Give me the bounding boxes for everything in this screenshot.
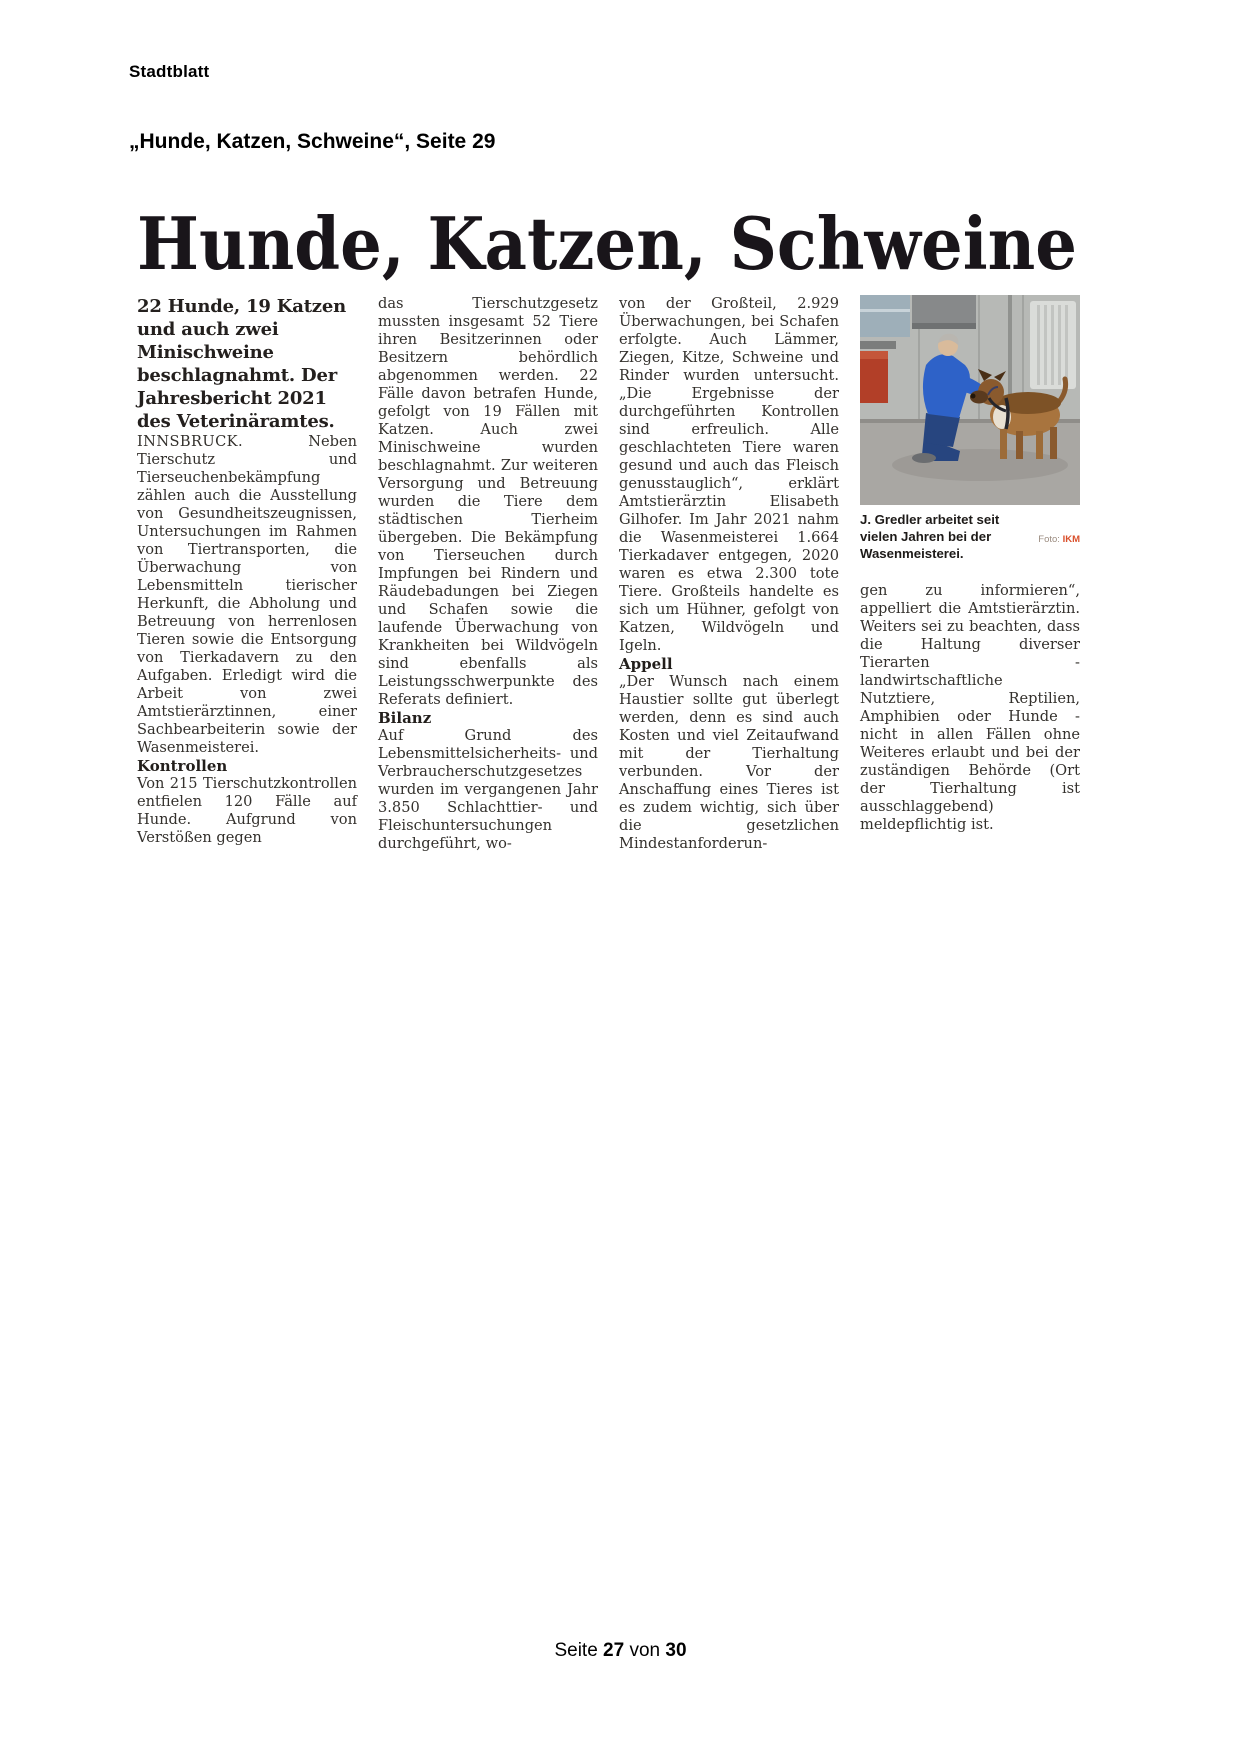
- photo-caption-text: J. Gredler arbeitet seit vielen Jahren bei der Wasenmeisterei.: [860, 512, 1000, 561]
- photo-credit-agency: IKM: [1062, 534, 1080, 545]
- article-column-3: [619, 295, 839, 853]
- article-lead: 22 Hunde, 19 Katzen und auch zwei Minischweine beschlagnahmt. Der Jahresbericht 2021 des Veterinäramtes.: [137, 296, 346, 432]
- page-indicator: [0, 1640, 1241, 1662]
- paragraph: „Der Wunsch nach einem Haustier sollte gut überlegt werden, denn es sind auch Kosten und viel Zeitaufwand mit der Tierhaltung verbunden. Vor der Anschaffung eines Tieres ist es zudem wichtig, sich über die gesetzlichen Mindestanforderun-: [619, 673, 839, 852]
- photo-man-with-dog: [860, 295, 1080, 505]
- paragraph-text: Neben Tierschutz und Tierseuchenbekämpfung zählen auch die Ausstellung von Gesundheitszeugnissen, Untersuchungen im Rahmen von Tiertransporten, die Überwachung von Lebensmitteln tierischer Herkunft, die Abholung und Betreuung von herrenlosen Tieren sowie die Entsorgung von Tierkadavern zu den Aufgaben. Erledigt wird die Arbeit von zwei Amtstierärztinnen, einer Sachbearbeiterin sowie der Wasenmeisterei.: [137, 433, 357, 756]
- article-photo-figure: [860, 295, 1080, 562]
- article-column-2: [378, 295, 598, 853]
- newspaper-clipping: [137, 203, 1080, 853]
- paragraph: das Tierschutzgesetz mussten insgesamt 52 Tiere ihren Besitzerinnen oder Besitzern behördlich abgenommen werden. 22 Fälle davon betrafen Hunde, gefolgt von 19 Fällen mit Katzen. Auch zwei Minischweine wurden beschlagnahmt. Zur weiteren Versorgung und Betreuung wurden die Tiere dem städtischen Tierheim übergeben. Die Bekämpfung von Tierseuchen durch Impfungen bei Rindern und Räudebadungen bei Ziegen und Schafen sowie die laufende Überwachung von Krankheiten bei Wildvögeln sind ebenfalls als Leistungsschwerpunkte des Referats definiert.: [378, 295, 598, 708]
- paragraph: Von 215 Tierschutzkontrollen entfielen 120 Fälle auf Hunde. Aufgrund von Verstößen gegen: [137, 775, 357, 846]
- subhead-kontrollen: Kontrollen: [137, 757, 228, 775]
- subhead-appell: Appell: [619, 655, 673, 673]
- photo-credit: [1038, 531, 1080, 548]
- dateline: INNSBRUCK.: [137, 433, 244, 450]
- publication-name: Stadtblatt: [129, 62, 210, 81]
- paragraph: Auf Grund des Lebensmittelsicherheits- und Verbraucherschutzgesetzes wurden im vergangenen Jahr 3.850 Schlachttier- und Fleischuntersuchungen durchgeführt, wo-: [378, 727, 598, 852]
- page-indicator-separator: von: [629, 1640, 661, 1661]
- article-column-4: [860, 295, 1080, 834]
- paragraph: von der Großteil, 2.929 Überwachungen, bei Schafen erfolgte. Auch Lämmer, Ziegen, Kitze, Schweine und Rinder wurden untersucht. „Die Ergebnisse der durchgeführten Kontrollen sind erfreulich. Alle geschlachteten Tiere waren gesund und auch das Fleisch genusstauglich“, erklärt Amtstierärztin Elisabeth Gilhofer. Im Jahr 2021 nahm die Wasenmeisterei 1.664 Tierkadaver entgegen, 2020 waren es etwa 2.300 tote Tiere. Großteils handelte es sich um Hühner, gefolgt von Katzen, Wildvögeln und Igeln.: [619, 295, 839, 654]
- article-headline: Hunde, Katzen, Schweine: [137, 203, 1077, 285]
- paragraph: [137, 433, 357, 757]
- article-column-1: [137, 295, 357, 847]
- subhead-bilanz: Bilanz: [378, 709, 432, 727]
- page-indicator-total: 30: [665, 1640, 687, 1661]
- document-title: „Hunde, Katzen, Schweine“, Seite 29: [129, 130, 496, 153]
- article-columns: [137, 295, 1080, 853]
- page-indicator-prefix: Seite: [554, 1640, 598, 1661]
- paragraph: gen zu informieren“, appelliert die Amtstierärztin. Weiters sei zu beachten, dass die Haltung diverser Tierarten - landwirtschaftliche Nutztiere, Reptilien, Amphibien oder Hunde - nicht in allen Fällen ohne Weiteres erlaubt und bei der zuständigen Behörde (Ort der Tierhaltung ist ausschlaggebend) meldepflichtig ist.: [860, 582, 1080, 833]
- photo-credit-label: Foto:: [1038, 534, 1060, 545]
- page-indicator-current: 27: [603, 1640, 625, 1661]
- article-headline-wrap: [137, 203, 1080, 285]
- photo-caption: [860, 511, 1080, 562]
